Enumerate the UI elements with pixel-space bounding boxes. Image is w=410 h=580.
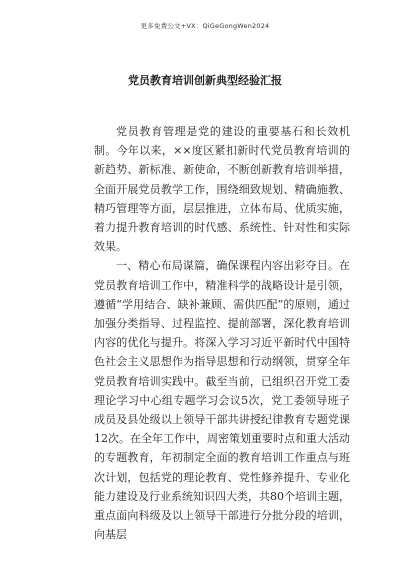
document-body	[94, 122, 350, 544]
paragraph-section-1: 一、精心布局谋篇，确保课程内容出彩夺目。在党员教育培训工作中，精准科学的战略设计是引领，遵循“学用结合、缺补兼顾、需供匹配”的原则，通过加强分类指导、过程监控、提前部署，深化教育培训内容的优化与提升。将深入学习习近平新时代中国特色社会主义思想作为指导思想和行动纲领，贯穿全年党员教育培训实践中。截至当前，已组织召开党工委理论学习中心组专题学习会议5次，党工委领导班子成员及县处级以上领导干部共讲授纪律教育专题党课12次。在全年工作中，周密策划重要时点和重大活动的专题教育，年初制定全面的教育培训工作重点与班次计划，包括党的理论教育、党性修养提升、专业化能力建设及行业系统知识四大类，共80个培训主题，重点面向科级及以上领导干部进行分批分段的培训，向基层	[94, 259, 350, 542]
header-note: 更多免费公文+VX：QiGeGongWen2024	[140, 22, 270, 30]
paragraph-intro: 党员教育管理是党的建设的重要基石和长效机制。今年以来，××度区紧扣新时代党员教育培训的新趋势、新标准、新使命，不断创新教育培训举措，全面开展党员教学工作，围绕细致规划、精确施教、精巧管理等方面，层层推进，立体布局、优质实施，着力提升教育培训的时代感、系统性、针对性和实际效果。	[94, 125, 350, 254]
document-title: 党员教育培训创新典型经验汇报	[128, 74, 282, 87]
